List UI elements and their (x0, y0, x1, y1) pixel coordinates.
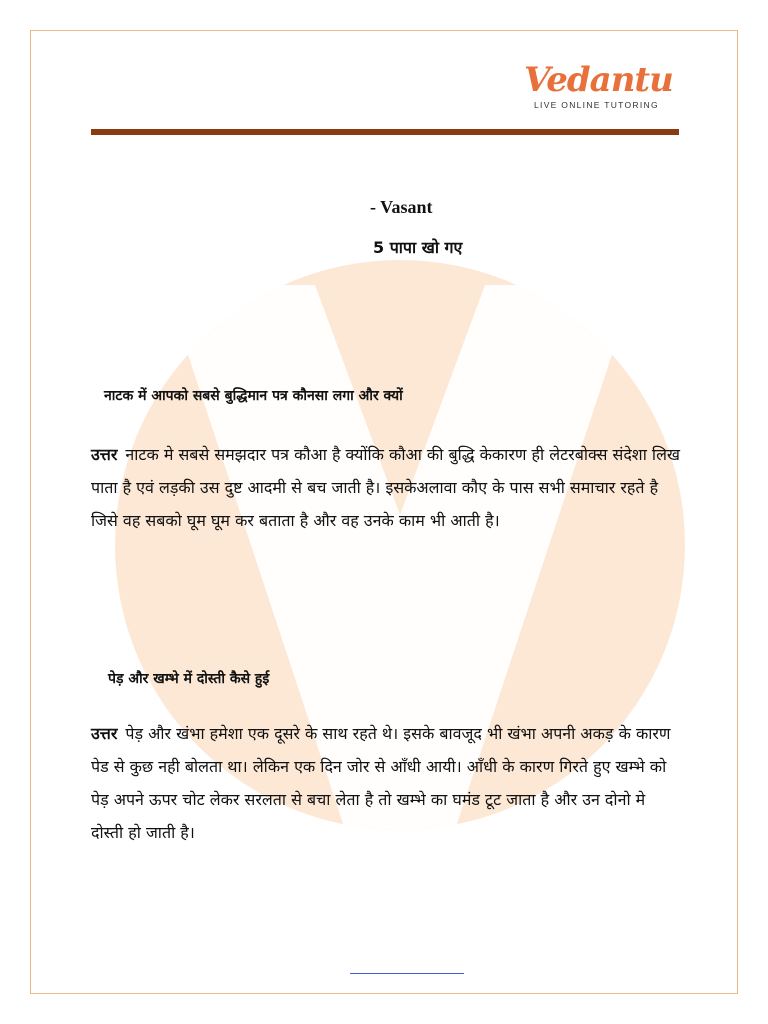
header-rule (91, 129, 679, 135)
answer-label: उत्तर (91, 445, 118, 464)
subject-title: - Vasant (370, 197, 433, 217)
answer-text: पेड़ और खंभा हमेशा एक दूसरे के साथ रहते थे। इसके बावजूद भी खंभा अपनी अकड़ के कारण पेड से कुछ नही बोलता था। लेकिन एक दिन जोर से आँधी आयी। आँधी के कारण गिरते हुए खम्भे को पेड़ अपने ऊपर चोट लेकर सरलता से बचा लेता है तो खम्भे का घमंड टूट जाता है और उन दोनो मे दोस्ती हो जाती है। (91, 724, 671, 842)
chapter-title: 5 पापा खो गए (373, 238, 463, 257)
answer-1 (91, 438, 681, 537)
answer-label: उत्तर (91, 724, 118, 743)
vedantu-logo[interactable] (524, 60, 674, 120)
logo-wordmark: Vedantu (524, 60, 673, 100)
question-2: पेड़ और खम्भे में दोस्ती कैसे हुई (108, 671, 270, 687)
logo-tagline: LIVE ONLINE TUTORING (534, 100, 659, 110)
footer-link-line[interactable] (350, 973, 464, 974)
answer-2 (91, 717, 681, 849)
answer-text: नाटक मे सबसे समझदार पत्र कौआ है क्योंकि कौआ की बुद्धि केकारण ही लेटरबोक्स संदेशा लिख पाता है एवं लड़की उस दुष्ट आदमी से बच जाती है। इसकेअलावा कौए के पास सभी समाचार रहते है जिसे वह सबको घूम घूम कर बताता है और वह उनके काम भी आती है। (91, 445, 681, 530)
question-1: नाटक में आपको सबसे बुद्धिमान पत्र कौनसा लगा और क्यों (104, 388, 403, 404)
